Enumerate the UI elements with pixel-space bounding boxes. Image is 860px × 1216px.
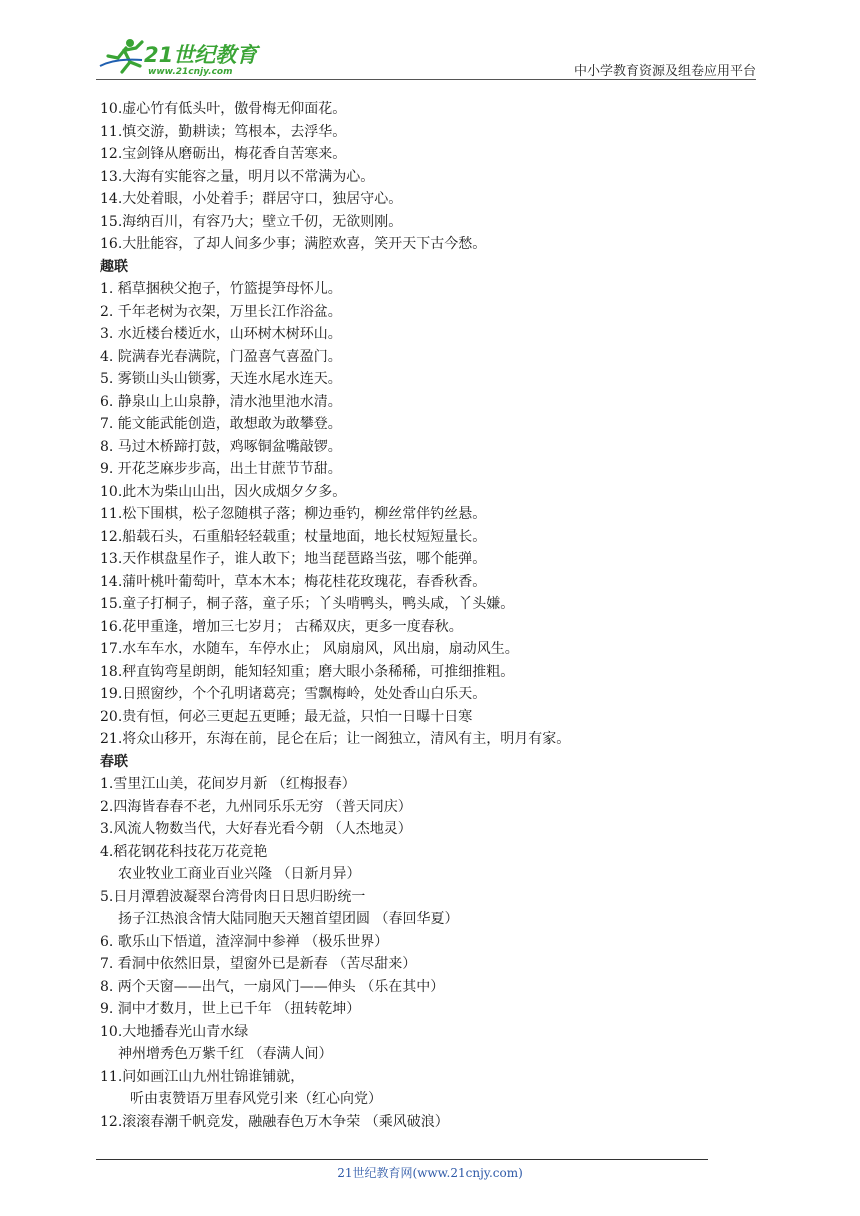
platform-name: 中小学教育资源及组卷应用平台: [573, 64, 756, 79]
list-item: 19.日照窗纱，个个孔明诸葛亮；雪飘梅岭，处处香山白乐天。: [100, 686, 487, 702]
list-item: 13.天作棋盘星作子，谁人敢下；地当琵琶路当弦，哪个能弹。: [100, 551, 487, 567]
list-item: 5.日月潭碧波凝翠台湾骨肉日日思归盼统一: [100, 888, 366, 905]
list-item-continuation: 听由衷赞语万里春风党引来（红心向党）: [130, 1091, 382, 1107]
list-item: 9. 洞中才数月，世上已千年 （扭转乾坤）: [100, 1001, 361, 1017]
list-item: 10.大地播春光山青水绿: [100, 1023, 249, 1040]
list-item: 21.将众山移开，东海在前，昆仑在后；让一阁独立，清风有主，明月有家。: [100, 731, 571, 747]
list-item: 8. 两个天窗——出气，一扇风门——伸头 （乐在其中）: [100, 978, 445, 995]
list-item: 11.问如画江山九州壮锦谁铺就，: [100, 1068, 305, 1085]
list-item: 15.童子打桐子，桐子落，童子乐；丫头啃鸭头，鸭头咸，丫头嫌。: [100, 596, 515, 612]
list-item: 16.花甲重逢，增加三七岁月； 古稀双庆，更多一度春秋。: [100, 618, 463, 635]
list-item: 4.稻花钢花科技花万花竞艳: [100, 843, 268, 860]
list-item: 4. 院满春光春满院，门盈喜气喜盈门。: [100, 348, 342, 365]
list-item: 14.蒲叶桃叶葡萄叶，草本木本；梅花桂花玫瑰花，春香秋香。: [100, 573, 487, 590]
list-item: 10.此木为柴山山出，因火成烟夕夕多。: [100, 483, 347, 500]
list-item: 18.秤直钩弯星朗朗，能知轻知重；磨大眼小条稀稀，可推细推粗。: [100, 663, 515, 680]
logo-text: 21世纪教育: [144, 43, 258, 67]
footer-link[interactable]: 21世纪教育网(www.21cnjy.com): [337, 1166, 523, 1180]
list-item: 16.大肚能容，了却人间多少事；满腔欢喜，笑开天下古今愁。: [100, 236, 487, 252]
list-item: 11.松下围棋，松子忽随棋子落；柳边垂钓，柳丝常伴钓丝悬。: [100, 506, 487, 522]
list-item: 11.慎交游，勤耕读；笃根本，去浮华。: [100, 123, 347, 140]
list-item: 14.大处着眼，小处着手；群居守口，独居守心。: [100, 191, 403, 207]
list-item: 5. 雾锁山头山锁雾，天连水尾水连天。: [100, 371, 342, 387]
section-heading: 春联: [100, 753, 128, 770]
list-item: 9. 开花芝麻步步高，出土甘蔗节节甜。: [100, 461, 342, 477]
list-item-continuation: 扬子江热浪含情大陆同胞天天翘首望团圆 （春回华夏）: [118, 911, 459, 927]
list-item-continuation: 农业牧业工商业百业兴隆 （日新月异）: [118, 866, 361, 882]
list-item: 3. 水近楼台楼近水，山环树木树环山。: [100, 326, 342, 342]
list-item: 7. 看洞中依然旧景，望窗外已是新春 （苦尽甜来）: [100, 956, 417, 972]
page-header: [96, 36, 756, 80]
runner-icon: [100, 39, 142, 72]
list-item: 12.船载石头，石重船轻轻载重；杖量地面，地长杖短短量长。: [100, 528, 487, 545]
list-item: 1.雪里江山美，花间岁月新 （红梅报春）: [100, 776, 356, 792]
list-item: 12.宝剑锋从磨砺出，梅花香自苦寒来。: [100, 146, 347, 162]
list-item: 2.四海皆春春不老，九州同乐乐无穷 （普天同庆）: [100, 798, 412, 815]
footer-divider: [96, 1159, 708, 1160]
section-heading: 趣联: [100, 258, 128, 275]
list-item: 7. 能文能武能创造，敢想敢为敢攀登。: [100, 416, 342, 432]
list-item: 2. 千年老树为衣架，万里长江作浴盆。: [100, 303, 342, 320]
list-item: 20.贵有恒，何必三更起五更睡；最无益，只怕一日曝十日寒: [100, 708, 473, 725]
logo: [96, 36, 296, 78]
logo-url: www.21cnjy.com: [148, 67, 233, 77]
list-item: 6. 静泉山上山泉静，清水池里池水清。: [100, 393, 342, 410]
list-item: 13.大海有实能容之量，明月以不常满为心。: [100, 168, 375, 185]
list-item: 3.风流人物数当代，大好春光看今朝 （人杰地灵）: [100, 821, 412, 837]
list-item: 1. 稻草捆秧父抱子，竹篮提笋母怀儿。: [100, 281, 342, 297]
list-item: 17.水车车水，水随车，车停水止； 风扇扇风，风出扇，扇动风生。: [100, 641, 519, 657]
list-item: 6. 歌乐山下悟道，渣滓洞中参禅 （极乐世界）: [100, 933, 389, 950]
list-item: 15.海纳百川，有容乃大；壁立千仞，无欲则刚。: [100, 213, 403, 230]
header-divider: [96, 79, 756, 80]
list-item: 10.虚心竹有低头叶，傲骨梅无仰面花。: [100, 101, 347, 117]
couplet-list: [100, 98, 760, 1133]
list-item-continuation: 神州增秀色万紫千红 （春满人间）: [118, 1046, 333, 1062]
list-item: 12.滚滚春潮千帆竞发，融融春色万木争荣 （乘风破浪）: [100, 1113, 449, 1130]
list-item: 8. 马过木桥蹄打鼓，鸡啄铜盆嘴敲锣。: [100, 438, 342, 455]
